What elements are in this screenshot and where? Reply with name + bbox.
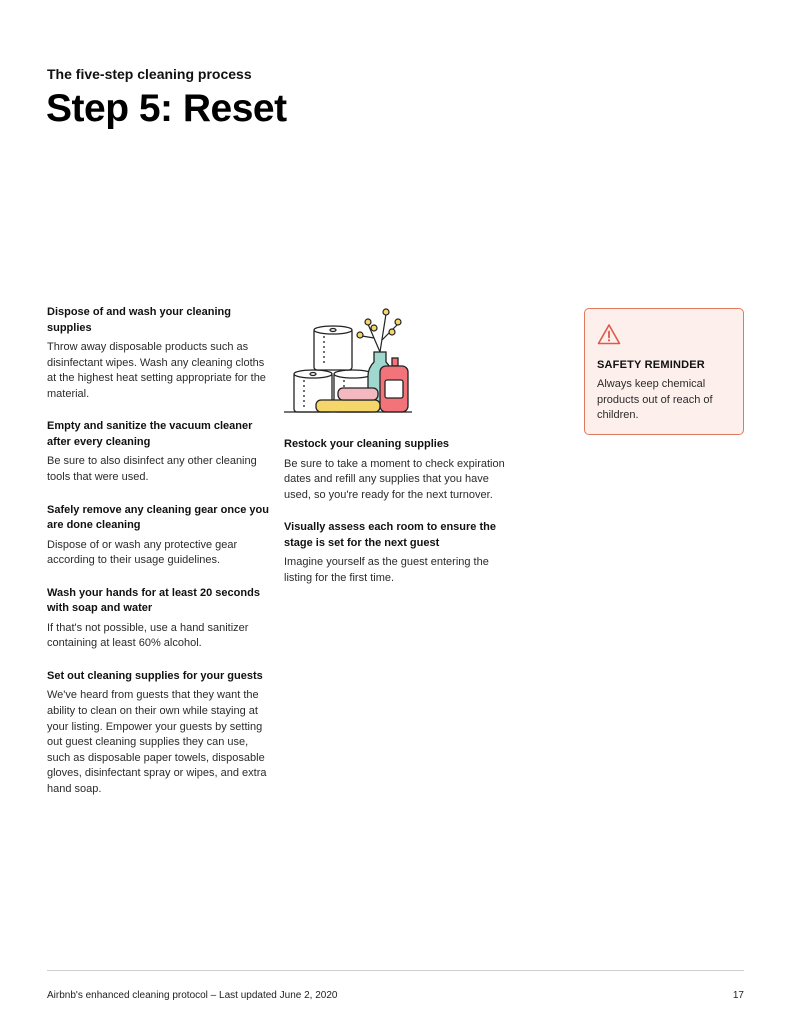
step-body: Be sure to also disinfect any other cleaning tools that were used.	[47, 455, 257, 483]
warning-triangle-icon	[597, 323, 621, 345]
section-kicker: The five-step cleaning process	[47, 66, 252, 82]
step-item	[47, 419, 269, 485]
step-title: Wash your hands for at least 20 seconds with soap and water	[47, 586, 260, 615]
step-title: Set out cleaning supplies for your guests	[47, 669, 263, 682]
step-body: Throw away disposable products such as disinfectant wipes. Wash any cleaning cloths at the highest heat setting appropriate for the material.	[47, 341, 266, 400]
safety-heading: SAFETY REMINDER	[597, 359, 705, 371]
footer-text: Airbnb's enhanced cleaning protocol – Last updated June 2, 2020	[47, 990, 338, 1001]
page-title: Step 5: Reset	[46, 87, 287, 130]
step-title: Dispose of and wash your cleaning supplies	[47, 306, 231, 334]
step-item	[47, 669, 269, 798]
flower-branches-icon	[357, 309, 401, 352]
step-body: Be sure to take a moment to check expiration dates and refill any supplies that you have used, so you're ready for the next turnover.	[284, 457, 505, 501]
step-title: Visually assess each room to ensure the stage is set for the next guest	[284, 521, 496, 549]
step-title: Empty and sanitize the vacuum cleaner after every cleaning	[47, 420, 253, 448]
middle-column	[284, 437, 509, 603]
step-item	[284, 520, 509, 586]
step-item	[47, 503, 269, 569]
step-item	[284, 437, 509, 503]
safety-body: Always keep chemical products out of reach of children.	[597, 378, 713, 421]
page-number: 17	[732, 990, 744, 1001]
step-body: If that's not possible, use a hand sanitizer containing at least 60% alcohol.	[47, 621, 249, 650]
footer-divider	[47, 970, 744, 971]
safety-reminder-box	[584, 308, 744, 435]
step-body: Dispose of or wash any protective gear according to their usage guidelines.	[47, 538, 238, 567]
step-item	[47, 586, 269, 652]
cleaning-supplies-illustration	[284, 300, 414, 418]
left-column	[47, 305, 269, 815]
step-body: We've heard from guests that they want the ability to clean on their own while staying at your listing. Empower your guests by setting out guest cleaning supplies they can use, such as disposable paper towels, disposable gloves, disinfectant spray or wipes, and extra hand soap.	[47, 689, 267, 795]
step-item	[47, 305, 269, 402]
step-title: Restock your cleaning supplies	[284, 438, 450, 450]
soap-bottle-icon	[380, 358, 408, 412]
step-body: Imagine yourself as the guest entering the listing for the first time.	[284, 556, 489, 584]
step-title: Safely remove any cleaning gear once you are done cleaning	[47, 503, 269, 532]
